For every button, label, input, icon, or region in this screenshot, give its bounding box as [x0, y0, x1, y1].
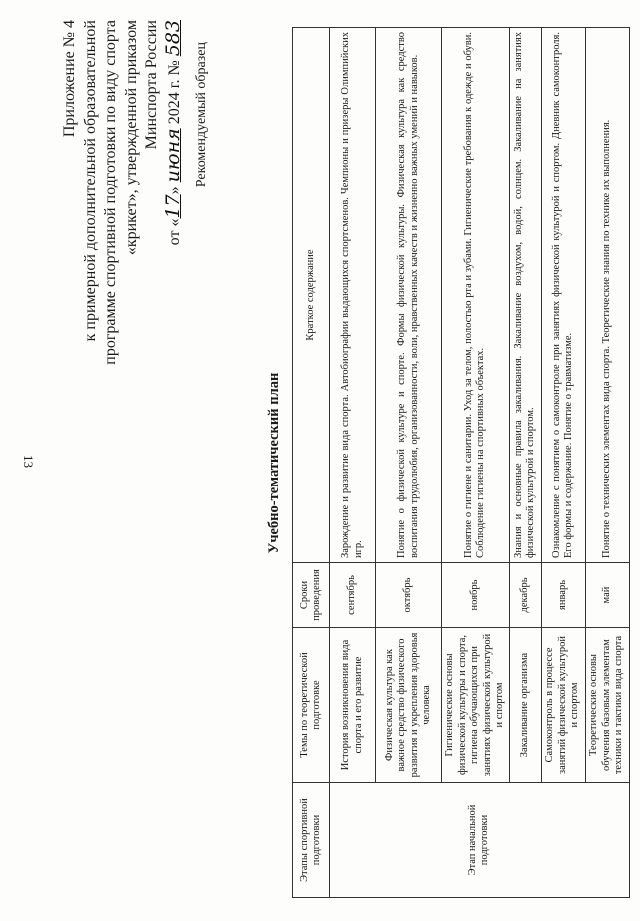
recommended-sample-note: Рекомендуемый образец [194, 42, 209, 188]
order-year: 2024 г. № [165, 56, 183, 129]
topic-cell: Гигиенические основы физической культуры и спорта, гигиена обучающихся при занятиях физической культурой и спортом [442, 628, 510, 783]
term-cell: ноябрь [442, 563, 510, 628]
approval-block [60, 20, 210, 560]
header-content: Краткое содержание [293, 28, 330, 563]
order-day: 17 [161, 194, 184, 219]
date-prefix: от « [165, 218, 183, 246]
header-term: Сроки проведения [293, 563, 330, 628]
appendix-line-5: Минспорта России [143, 20, 160, 150]
page-number: 13 [21, 455, 36, 468]
topic-cell: Самоконтроль в процессе занятий физической культурой и спортом [541, 628, 585, 783]
table-row [585, 28, 629, 898]
content-cell: Понятие о гигиене и санитарии. Уход за телом, полостью рта и зубами. Гигиенические требования к одежде и обуви. Соблюдение гигиены на спортивных объектах. [442, 28, 510, 563]
table-header-row [293, 28, 330, 898]
appendix-line-4: «крикет», утвержденной приказом [122, 20, 140, 256]
rotated-page-content [265, 28, 625, 898]
stage-cell: Этап начальной подготовки [330, 783, 630, 898]
term-cell: январь [541, 563, 585, 628]
header-topic: Темы по теоретической подготовке [293, 628, 330, 783]
term-cell: май [585, 563, 629, 628]
content-cell: Знания и основные правила закаливания. Закаливание воздухом, водой, солнцем. Закаливание на занятиях физической культурой и спортом. [509, 28, 541, 563]
appendix-line-3: программе спортивной подготовки по виду спорта [102, 20, 119, 365]
table-row [442, 28, 510, 898]
order-number: 583 [161, 20, 184, 57]
content-cell: Зарождение и развитие вида спорта. Автобиографии выдающихся спортсменов. Чемпионы и призеры Олимпийских игр. [330, 28, 376, 563]
table-row [376, 28, 442, 898]
content-cell: Ознакомление с понятием о самоконтроле при занятиях физической культурой и спортом. Дневник самоконтроля. Его формы и содержание. Понятие о травматизме. [541, 28, 585, 563]
topic-cell: Физическая культура как важное средство физического развития и укрепления здоровья человека [376, 628, 442, 783]
table-row [330, 28, 376, 898]
table-row [509, 28, 541, 898]
order-month: июня [161, 128, 184, 183]
order-date-line [163, 20, 186, 560]
topic-cell: Теоретические основы обучения базовым элементам техники и тактики вида спорта [585, 628, 629, 783]
topic-cell: История возникновения вида спорта и его развитие [330, 628, 376, 783]
date-mid: » [165, 182, 183, 195]
term-cell: октябрь [376, 563, 442, 628]
content-cell: Понятие о физической культуре и спорте. Формы физической культуры. Физическая культура как средство воспитания трудолюбия, организованности, воли, нравственных качеств и жизненно важных умений и навыков. [376, 28, 442, 563]
term-cell: декабрь [509, 563, 541, 628]
term-cell: сентябрь [330, 563, 376, 628]
table-title: Учебно-тематический план [266, 372, 282, 554]
header-stage: Этапы спортивной подготовки [293, 783, 330, 898]
theory-plan-table [292, 27, 630, 898]
table-row [541, 28, 585, 898]
topic-cell: Закаливание организма [509, 628, 541, 783]
content-cell: Понятие о технических элементах вида спорта. Теоретические знания по технике их выполнения. [585, 28, 629, 563]
appendix-number: Приложение № 4 [61, 20, 78, 138]
appendix-line-2: к примерной дополнительной образовательной [81, 20, 99, 342]
